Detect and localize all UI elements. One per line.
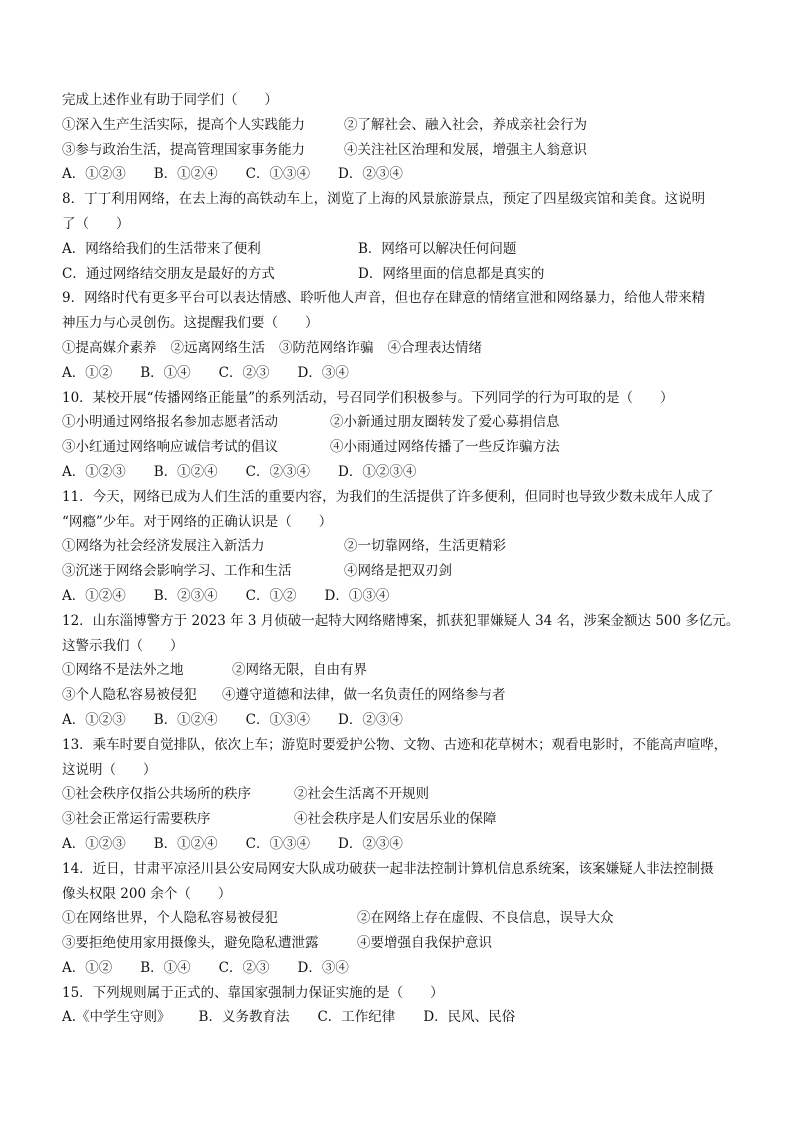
option: D．②③④	[338, 711, 403, 728]
statement-row	[62, 138, 752, 163]
option: C．①③④	[245, 835, 311, 852]
option: C．①③④	[245, 711, 311, 728]
option: D．民风、民俗	[423, 1009, 516, 1026]
statement: ①深入生产生活实际，提高个人实践能力	[62, 116, 305, 133]
statement: ③个人隐私容易被侵犯	[62, 687, 197, 704]
statement-row	[62, 559, 752, 584]
options-row	[62, 956, 752, 981]
options-row	[62, 361, 752, 386]
statement-row	[62, 336, 752, 361]
statement: ①提高媒介素养	[62, 339, 157, 356]
option: D．①②③④	[338, 463, 417, 480]
statement-row	[62, 931, 752, 956]
question-15-stem: 15．下列规则属于正式的、靠国家强制力保证实施的是（ ）	[62, 984, 444, 1001]
options-row	[62, 237, 752, 262]
statement-row	[62, 807, 752, 832]
options-row	[62, 262, 752, 287]
statement: ③沉迷于网络会影响学习、工作和生活	[62, 563, 292, 580]
option: C．②③	[218, 959, 270, 976]
statement: ②小新通过朋友圈转发了爱心募捐信息	[330, 414, 560, 431]
statement-row	[62, 410, 752, 435]
options-row	[62, 162, 752, 187]
options-row	[62, 460, 752, 485]
statement: ②了解社会、融入社会，养成亲社会行为	[344, 116, 587, 133]
statement-row	[62, 435, 752, 460]
option: B．①②④	[153, 711, 218, 728]
question-11-stem: “网瘾”少年。对于网络的正确认识是（ ）	[62, 513, 333, 530]
option: A．①②	[62, 364, 113, 381]
options-row	[62, 1005, 752, 1030]
statement: ①网络为社会经济发展注入新活力	[62, 538, 265, 555]
option: B．①②④	[153, 835, 218, 852]
statement: ④社会秩序是人们安居乐业的保障	[294, 811, 497, 828]
option: C．工作纪律	[317, 1009, 396, 1026]
option: A．①②③	[62, 463, 126, 480]
question-14-stem: 14．近日，甘肃平凉泾川县公安局网安大队成功破获一起非法控制计算机信息系统案，该案嫌疑人非法控制摄	[62, 860, 714, 877]
question-11-stem: 11．今天，网络已成为人们生活的重要内容，为我们的生活提供了许多便利，但同时也导致少数未成年人成了	[62, 488, 714, 505]
statement: ④遵守道德和法律，做一名负责任的网络参与者	[222, 687, 506, 704]
option: A.《中学生守则》	[62, 1009, 171, 1026]
question-12-stem: 这警示我们（ ）	[62, 637, 184, 654]
option: C．②③	[218, 364, 270, 381]
question-12-stem: 12．山东淄博警方于 2023 年 3 月侦破一起特大网络赌博案，抓获犯罪嫌疑人 34 名，涉案金额达 500 多亿元。	[62, 612, 740, 629]
statement: ①小明通过网络报名参加志愿者活动	[62, 414, 278, 431]
option: B．①②④	[153, 463, 218, 480]
statement: ②网络无限，自由有界	[232, 662, 367, 679]
statement: ④关注社区治理和发展，增强主人翁意识	[344, 141, 587, 158]
statement: ③参与政治生活，提高管理国家事务能力	[62, 141, 305, 158]
statement: ③要拒绝使用家用摄像头，避免隐私遭泄露	[62, 935, 319, 952]
option: D．③④	[297, 959, 349, 976]
option: C．通过网络结交朋友是最好的方式	[62, 265, 275, 282]
statement: ②社会生活离不开规则	[294, 786, 429, 803]
question-8-stem: 了（ ）	[62, 215, 130, 232]
question-9-stem: 神压力与心灵创伤。这提醒我们要（ ）	[62, 315, 319, 332]
option: D．②③④	[338, 166, 403, 183]
option: A．①②	[62, 959, 113, 976]
option: A．①②③	[62, 711, 126, 728]
option: B．①④	[140, 959, 191, 976]
page-content	[62, 88, 752, 1030]
statement-row	[62, 534, 752, 559]
options-row	[62, 584, 752, 609]
option: A．①②③	[62, 835, 126, 852]
option: C．②③④	[245, 463, 311, 480]
question-10-stem: 10．某校开展“传播网络正能量”的系列活动，号召同学们积极参与。下列同学的行为可取的是（ ）	[62, 389, 674, 406]
question-8-stem: 8．丁丁利用网络，在去上海的高铁动车上，浏览了上海的风景旅游景点，预定了四星级宾馆和美食。这说明	[62, 191, 706, 208]
statement: ②远离网络生活	[170, 339, 265, 356]
option: B．①②④	[153, 166, 218, 183]
statement: ①社会秩序仅指公共场所的秩序	[62, 786, 251, 803]
statement: ③防范网络诈骗	[279, 339, 374, 356]
statement: ①在网络世界，个人隐私容易被侵犯	[62, 910, 278, 927]
question-14-stem: 像头权限 200 余个（ ）	[62, 885, 232, 902]
option: D．①③④	[324, 587, 390, 604]
statement: ④要增强自我保护意识	[357, 935, 492, 952]
option: B．网络可以解决任何问题	[358, 240, 517, 257]
statement: ④小雨通过网络传播了一些反诈骗方法	[330, 439, 560, 456]
statement-row	[62, 658, 752, 683]
option: A．①②④	[62, 587, 126, 604]
option: A．①②③	[62, 166, 126, 183]
option: B．①④	[140, 364, 191, 381]
statement: ②一切靠网络，生活更精彩	[344, 538, 506, 555]
statement: ③小红通过网络响应诚信考试的倡议	[62, 439, 278, 456]
statement-row	[62, 683, 752, 708]
option: B．义务教育法	[198, 1009, 290, 1026]
statement-row	[62, 782, 752, 807]
statement-row	[62, 906, 752, 931]
option: A．网络给我们的生活带来了便利	[62, 240, 261, 257]
option: C．①③④	[245, 166, 311, 183]
question-13-stem: 13．乘车时要自觉排队，依次上车；游览时要爱护公物、文物、古迹和花草树木；观看电影时，不能高声喧哗，	[62, 736, 728, 753]
question-13-stem: 这说明（ ）	[62, 761, 157, 778]
option: D．③④	[297, 364, 349, 381]
statement: ④合理表达情绪	[387, 339, 482, 356]
statement: ②在网络上存在虚假、不良信息，误导大众	[357, 910, 614, 927]
options-row	[62, 708, 752, 733]
statement: ④网络是把双刃剑	[344, 563, 452, 580]
statement-row	[62, 113, 752, 138]
option: B．②③④	[153, 587, 218, 604]
statement: ①网络不是法外之地	[62, 662, 184, 679]
question-9-stem: 9．网络时代有更多平台可以表达情感、聆听他人声音，但也存在肆意的情绪宣泄和网络暴力，给他人带来精	[62, 290, 706, 307]
option: D．②③④	[338, 835, 403, 852]
option: C．①②	[245, 587, 297, 604]
option: D．网络里面的信息都是真实的	[358, 265, 545, 282]
statement: ③社会正常运行需要秩序	[62, 811, 211, 828]
options-row	[62, 832, 752, 857]
intro-tail: 完成上述作业有助于同学们（ ）	[62, 92, 278, 108]
